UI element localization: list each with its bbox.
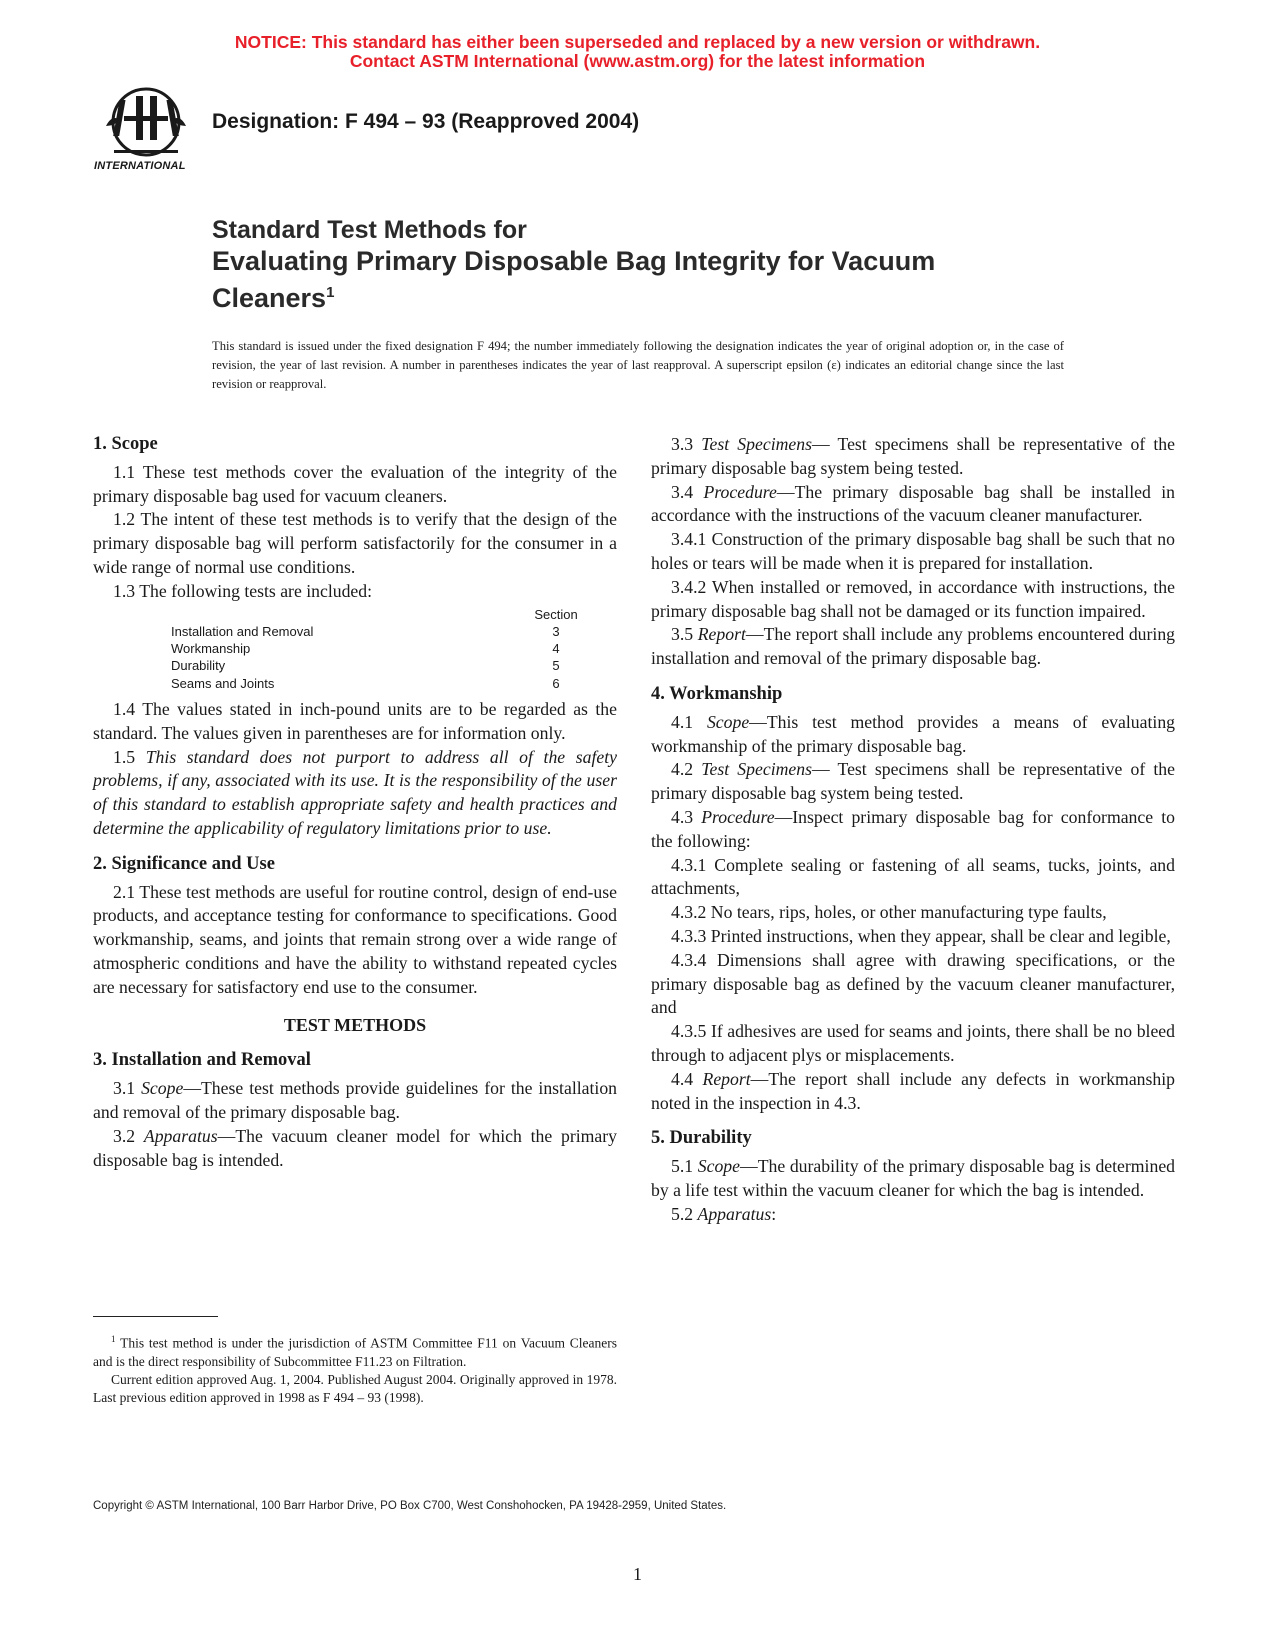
- para-4-3-4: 4.3.4 Dimensions shall agree with drawing specifications, or the primary disposable bag as defined by the vacuum cleaner manufacturer, and: [651, 949, 1175, 1018]
- left-column: [93, 433, 617, 1172]
- table-header: Section: [534, 606, 578, 622]
- para-4-3-2: 4.3.2 No tears, rips, holes, or other manufacturing type faults,: [671, 902, 1107, 923]
- para-3-4: 3.4 Procedure—The primary disposable bag shall be installed in accordance with the instructions of the vacuum cleaner manufacturer.: [651, 481, 1175, 526]
- notice-line-1: NOTICE: This standard has either been superseded and replaced by a new version or withdrawn.: [234, 32, 1041, 52]
- document-title: [212, 215, 1062, 314]
- section-1-heading: 1. Scope: [93, 434, 158, 454]
- right-column: [651, 433, 1175, 1227]
- test-methods-heading: TEST METHODS: [283, 1014, 427, 1035]
- section-2-heading: 2. Significance and Use: [93, 853, 275, 874]
- para-3-3: 3.3 Test Specimens— Test specimens shall be representative of the primary disposable bag system being tested.: [651, 434, 1176, 478]
- table-row: Durability 5: [171, 658, 560, 674]
- title-line-2: Evaluating Primary Disposable Bag Integrity for Vacuum: [212, 246, 936, 276]
- para-3-4-2: 3.4.2 When installed or removed, in accordance with instructions, the primary disposable bag shall not be damaged or its function impaired.: [651, 576, 1175, 621]
- para-3-5: 3.5 Report—The report shall include any problems encountered during installation and removal of the primary disposable bag.: [651, 624, 1176, 669]
- title-footnote-mark: 1: [326, 284, 335, 301]
- table-row: Seams and Joints 6: [171, 675, 560, 691]
- para-4-1: 4.1 Scope—This test method provides a means of evaluating workmanship of the primary disposable bag.: [651, 711, 1176, 756]
- para-1-1: 1.1 These test methods cover the evaluation of the integrity of the primary disposable bag used for vacuum cleaners.: [93, 461, 617, 506]
- para-5-1: 5.1 Scope—The durability of the primary disposable bag is determined by a life test within the vacuum cleaner for which the bag is intended.: [651, 1156, 1176, 1200]
- para-2-1: 2.1 These test methods are useful for routine control, design of end-use products, and acceptance testing for conformance to specifications. Good workmanship, seams, and joints that remain strong over a wide range of atmospheric conditions and have the ability to withstand repeated cycles are necessary for satisfactory end use to the consumer.: [93, 881, 617, 997]
- footnote-para-1: $^1$ This test method is under the jurisdiction of ASTM Committee F11 on Vacuum Cleaners and is the direct responsibility of Subcommittee F11.23 on Filtration.: [93, 1334, 618, 1369]
- para-3-2: 3.2 Apparatus—The vacuum cleaner model for which the primary disposable bag is intended.: [93, 1125, 618, 1170]
- withdrawal-notice: [0, 33, 1275, 71]
- para-4-2: 4.2 Test Specimens— Test specimens shall be representative of the primary disposable bag system being tested.: [651, 759, 1176, 804]
- tests-table: [171, 606, 617, 692]
- para-5-2: 5.2 Apparatus:: [671, 1203, 777, 1224]
- logo-text: INTERNATIONAL: [94, 160, 186, 172]
- para-4-3-5: 4.3.5 If adhesives are used for seams and joints, there shall be no bleed through to adjacent plys or misplacements.: [651, 1021, 1175, 1065]
- page-number: 1: [633, 1564, 642, 1584]
- footnote: [93, 1330, 617, 1407]
- title-line-1: Standard Test Methods for: [212, 216, 527, 244]
- para-1-3: 1.3 The following tests are included:: [113, 580, 373, 601]
- para-1-5: 1.5 This standard does not purport to address all of the safety problems, if any, associated with its use. It is the responsibility of the user of this standard to establish appropriate safety and health practices and determine the applicability of regulatory limitations prior to use.: [93, 746, 617, 839]
- para-4-4: 4.4 Report—The report shall include any defects in workmanship noted in the inspection in 4.3.: [651, 1068, 1175, 1113]
- para-4-3-1: 4.3.1 Complete sealing or fastening of all seams, tucks, joints, and attachments,: [651, 854, 1175, 899]
- section-4-heading: 4. Workmanship: [651, 683, 783, 704]
- para-3-4-1: 3.4.1 Construction of the primary disposable bag shall be such that no holes or tears will be made when it is prepared for installation.: [651, 529, 1175, 573]
- issuance-note: This standard is issued under the fixed designation F 494; the number immediately following the designation indicates the year of original adoption or, in the case of revision, the year of last revision. A number in parentheses indicates the year of last reapproval. A superscript epsilon (ε) indicates an editorial change since the last revision or reapproval.: [212, 339, 1064, 391]
- section-5-heading: 5. Durability: [651, 1128, 752, 1149]
- footnote-divider: [93, 1316, 218, 1317]
- notice-line-2: Contact ASTM International (www.astm.org) for the latest information: [349, 51, 926, 71]
- copyright: Copyright © ASTM International, 100 Barr Harbor Drive, PO Box C700, West Conshohocken, PA 19428-2959, United States.: [93, 1500, 727, 1512]
- table-row: Installation and Removal 3: [171, 623, 560, 639]
- para-4-3-3: 4.3.3 Printed instructions, when they appear, shall be clear and legible,: [671, 925, 1171, 946]
- para-4-3: 4.3 Procedure—Inspect primary disposable bag for conformance to the following:: [651, 806, 1175, 851]
- footnote-para-2: Current edition approved Aug. 1, 2004. Published August 2004. Originally approved in 1978. Last previous edition approved in 1998 as F 494 – 93 (1998).: [93, 1371, 617, 1405]
- section-3-heading: 3. Installation and Removal: [93, 1050, 311, 1071]
- astm-logo-icon: [92, 86, 200, 184]
- designation: Designation: F 494 – 93 (Reapproved 2004): [212, 110, 640, 133]
- title-line-3: Cleaners: [212, 283, 327, 313]
- para-3-1: 3.1 Scope—These test methods provide guidelines for the installation and removal of the primary disposable bag.: [93, 1078, 618, 1123]
- para-1-4: 1.4 The values stated in inch-pound units are to be regarded as the standard. The values given in parentheses are for information only.: [93, 699, 617, 743]
- table-row: Workmanship 4: [171, 641, 560, 657]
- para-1-2: 1.2 The intent of these test methods is to verify that the design of the primary disposable bag will perform satisfactorily for the consumer in a wide range of normal use conditions.: [93, 509, 617, 577]
